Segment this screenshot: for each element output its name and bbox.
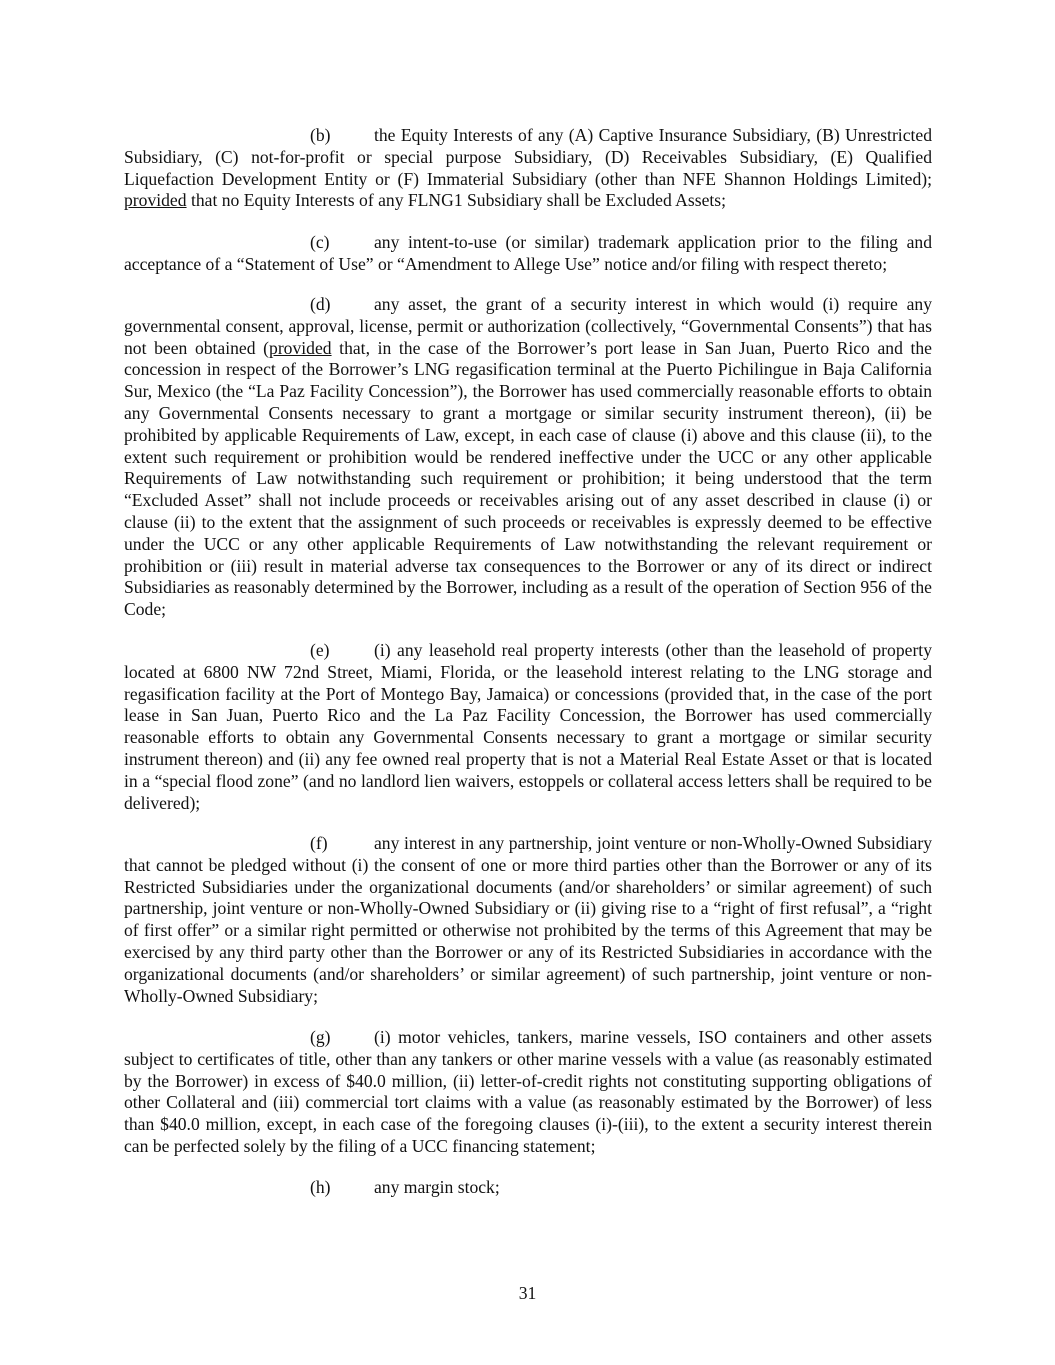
clause-marker: (f) bbox=[310, 833, 328, 853]
clause-text: any interest in any partnership, joint venture or non-Wholly-Owned Subsidiary that cannot be pledged without (i) the consent of one or more third parties other than the Borrower or any of its Restricted Subsidiaries under the organizational documents (and/or shareholders’ or similar agreement) of such partnership, joint venture or non-Wholly-Owned Subsidiary or (ii) giving rise to a “right of first refusal”, a “right of first offer” or a similar right permitted or otherwise not prohibited by the terms of this Agreement that may be exercised by any third party other than the Borrower or any of its Restricted Subsidiaries in accordance with the organizational documents (and/or shareholders’ or similar agreement) of such partnership, joint venture or non-Wholly-Owned Subsidiary; bbox=[124, 833, 932, 1006]
paragraph-b bbox=[124, 125, 932, 212]
clause-text: that, in the case of the Borrower’s port lease in San Juan, Puerto Rico and the concession in respect of the Borrower’s LNG regasification terminal at the Puerto Pichilingue in Baja California Sur, Mexico (the “La Paz Facility Concession”), the Borrower has used commercially reasonable efforts to obtain any Governmental Consents necessary to grant a mortgage or similar security instrument thereon), (ii) be prohibited by applicable Requirements of Law, except, in each case of clause (i) above and this clause (ii), to the extent such requirement or prohibition would be rendered ineffective under the UCC or any other applicable Requirements of Law notwithstanding such requirement or prohibition; it being understood that the term “Excluded Asset” shall not include proceeds or receivables arising out of any asset described in clause (i) or clause (ii) to the extent that the assignment of such proceeds or receivables is expressly deemed to be effective under the UCC or any other applicable Requirements of Law notwithstanding the relevant requirement or prohibition or (iii) result in material adverse tax consequences to the Borrower or any of its direct or indirect Subsidiaries as reasonably determined by the Borrower, including as a result of the operation of Section 956 of the Code; bbox=[124, 337, 932, 620]
clause-text: any intent-to-use (or similar) trademark application prior to the filing and acceptance of a “Statement of Use” or “Amendment to Allege Use” notice and/or filing with respect thereto; bbox=[124, 232, 932, 274]
clause-text: that no Equity Interests of any FLNG1 Subsidiary shall be Excluded Assets; bbox=[186, 190, 727, 211]
paragraph-c bbox=[124, 232, 932, 276]
clause-marker: (b) bbox=[310, 125, 331, 145]
paragraph-g bbox=[124, 1027, 932, 1158]
clause-text: any asset, the grant of a security interest in which would (i) require any governmental consent, approval, license, permit or authorization (collectively, “Governmental Consents”) that has not been obtained ( bbox=[124, 294, 932, 358]
provided-term: provided bbox=[124, 190, 187, 211]
provided-term: provided bbox=[269, 337, 332, 358]
clause-marker: (c) bbox=[310, 232, 330, 252]
page-number: 31 bbox=[518, 1283, 537, 1303]
clause-text: (i) motor vehicles, tankers, marine vessels, ISO containers and other assets subject to certificates of title, other than any tankers or other marine vessels with a value (as reasonably estimated by the Borrower) in excess of $40.0 million, (ii) letter-of-credit rights not constituting supporting obligations of other Collateral and (iii) commercial tort claims with a value (as reasonably estimated by the Borrower) of less than $40.0 million, except, in each case of the foregoing clauses (i)-(iii), to the extent a security interest therein can be perfected solely by the filing of a UCC financing statement; bbox=[124, 1027, 932, 1156]
paragraph-h bbox=[124, 1177, 932, 1199]
clause-marker: (g) bbox=[310, 1027, 331, 1047]
paragraph-f bbox=[124, 833, 932, 1007]
clause-marker: (h) bbox=[310, 1177, 331, 1197]
clause-text: the Equity Interests of any (A) Captive Insurance Subsidiary, (B) Unrestricted Subsidiary, (C) not-for-profit or special purpose Subsidiary, (D) Receivables Subsidiary, (E) Qualified Liquefaction Development Entity or (F) Immaterial Subsidiary (other than NFE Shannon Holdings Limited); bbox=[124, 125, 932, 189]
clause-text: (i) any leasehold real property interests (other than the leasehold of property located at 6800 NW 72nd Street, Miami, Florida, or the leasehold interest relating to the LNG storage and regasification facility at the Port of Montego Bay, Jamaica) or concessions (provided that, in the case of the port lease in San Juan, Puerto Rico and the La Paz Facility Concession, the Borrower has used commercially reasonable efforts to obtain any Governmental Consents necessary to grant a mortgage or similar security instrument thereon) and (ii) any fee owned real property that is not a Material Real Estate Asset or that is located in a “special flood zone” (and no landlord lien waivers, estoppels or collateral access letters shall be required to be delivered); bbox=[124, 640, 932, 813]
paragraph-d bbox=[124, 294, 932, 621]
clause-text: any margin stock; bbox=[374, 1177, 500, 1197]
paragraph-e bbox=[124, 640, 932, 814]
clause-marker: (d) bbox=[310, 294, 331, 314]
clause-marker: (e) bbox=[310, 640, 330, 660]
